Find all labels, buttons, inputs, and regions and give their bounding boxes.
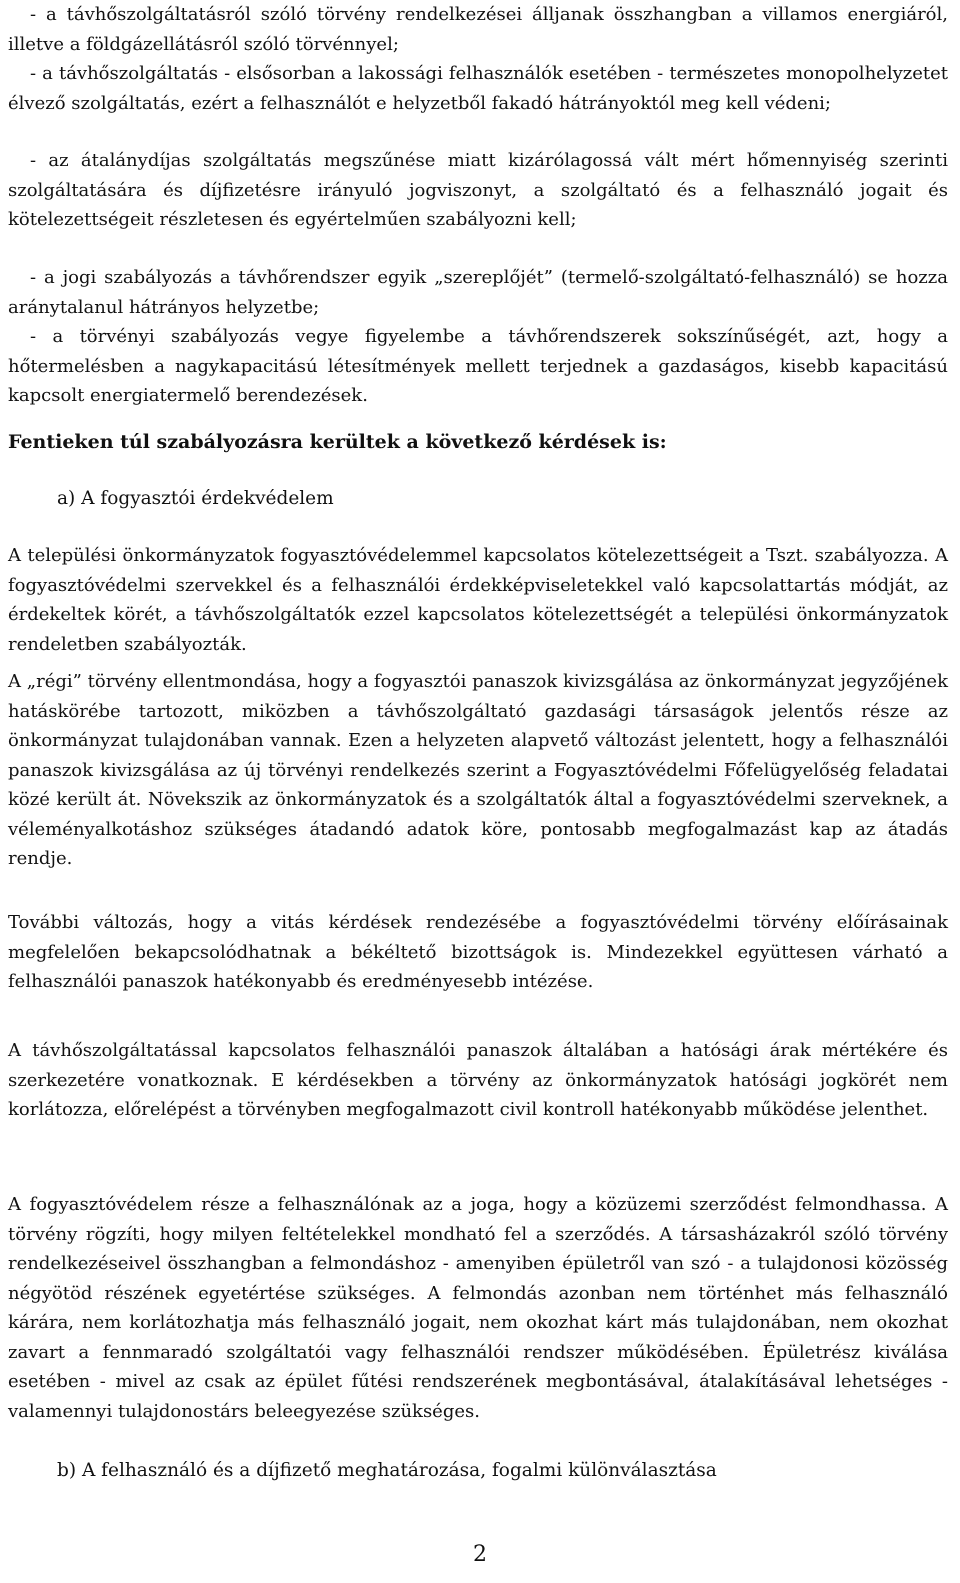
subsection-a-title: a) A fogyasztói érdekvédelem bbox=[57, 488, 334, 509]
body-paragraph: További változás, hogy a vitás kérdések rendezésébe a fogyasztóvédelmi törvény előírásainak megfelelően bekapcsolódhatnak a békéltető bizottságok is. Mindezekkel együttesen várható a felhasználói panaszok hatékonyabb és eredményesebb intézése. bbox=[8, 912, 948, 992]
subsection-b-title: b) A felhasználó és a díjfizető meghatározása, fogalmi különválasztása bbox=[57, 1460, 717, 1481]
bullet-item: - a törvényi szabályozás vegye figyelembe a távhőrendszerek sokszínűségét, azt, hogy a hőtermelésben a nagykapacitású létesítmények mellett terjednek a gazdaságos, kisebb kapacitású kapcsolt energiatermelő berendezések. bbox=[8, 326, 948, 406]
body-paragraph: A távhőszolgáltatással kapcsolatos felhasználói panaszok általában a hatósági árak mértékére és szerkezetére vonatkoznak. E kérdésekben a törvény az önkormányzatok hatósági jogkörét nem korlátozza, előrelépést a törvényben megfogalmazott civil kontroll hatékonyabb működése jelenthet. bbox=[8, 1040, 948, 1120]
section-heading: Fentieken túl szabályozásra kerültek a következő kérdések is: bbox=[8, 431, 667, 453]
bullet-item: - az átalánydíjas szolgáltatás megszűnése miatt kizárólagossá vált mért hőmennyiség szerinti szolgáltatására és díjfizetésre irányuló jogviszonyt, a szolgáltató és a felhasználó jogait és kötelezettségeit részletesen és egyértelműen szabályozni kell; bbox=[8, 150, 948, 230]
bullet-item: - a jogi szabályozás a távhőrendszer egyik „szereplőjét” (termelő-szolgáltató-felhasználó) se hozza aránytalanul hátrányos helyzetbe; bbox=[8, 267, 948, 318]
bullet-item: - a távhőszolgáltatásról szóló törvény rendelkezései álljanak összhangban a villamos energiáról, illetve a földgázellátásról szóló törvénnyel; bbox=[8, 4, 948, 55]
body-paragraph: A fogyasztóvédelem része a felhasználónak az a joga, hogy a közüzemi szerződést felmondhassa. A törvény rögzíti, hogy milyen feltételekkel mondható fel a szerződés. A társasházakról szóló törvény rendelkezéseivel összhangban a felmondáshoz - amenyiben épületről van szó - a tulajdonosi közösség négyötöd részének egyetértése szükséges. A felmondás azonban nem történhet más felhasználó kárára, nem korlátozhatja más felhasználó jogait, nem okozhat kárt más tulajdonában, nem okozhat zavart a fennmaradó szolgáltatói vagy felhasználói rendszer működésében. Épületrész kiválása esetében - mivel az csak az épület fűtési rendszerének megbontásával, átalakításával lehetséges - valamennyi tulajdonostárs beleegyezése szükséges. bbox=[8, 1194, 948, 1422]
body-paragraph: A települési önkormányzatok fogyasztóvédelemmel kapcsolatos kötelezettségeit a Tszt. szabályozza. A fogyasztóvédelmi szervekkel és a felhasználói érdekképviseletekkel való kapcsolattartás módját, az érdekeltek körét, a távhőszolgáltatók ezzel kapcsolatos kötelezettségét a települési önkormányzatok rendeletben szabályozták. bbox=[8, 545, 948, 655]
page-number: 2 bbox=[473, 1542, 487, 1567]
bullet-item: - a távhőszolgáltatás - elsősorban a lakossági felhasználók esetében - természetes monopolhelyzetet élvező szolgáltatás, ezért a felhasználót e helyzetből fakadó hátrányoktól meg kell védeni; bbox=[8, 63, 948, 114]
body-paragraph: A „régi” törvény ellentmondása, hogy a fogyasztói panaszok kivizsgálása az önkormányzat jegyzőjének hatáskörébe tartozott, miközben a távhőszolgáltató gazdasági társaságok jelentős része az önkormányzat tulajdonában vannak. Ezen a helyzeten alapvető változást jelentett, hogy a felhasználói panaszok kivizsgálása az új törvényi rendelkezés szerint a Fogyasztóvédelmi Főfelügyelőség feladatai közé került át. Növekszik az önkormányzatok és a szolgáltatók által a fogyasztóvédelmi szerveknek, a véleményalkotáshoz szükséges átadandó adatok köre, pontosabb megfogalmazást kap az átadás rendje. bbox=[8, 671, 948, 869]
